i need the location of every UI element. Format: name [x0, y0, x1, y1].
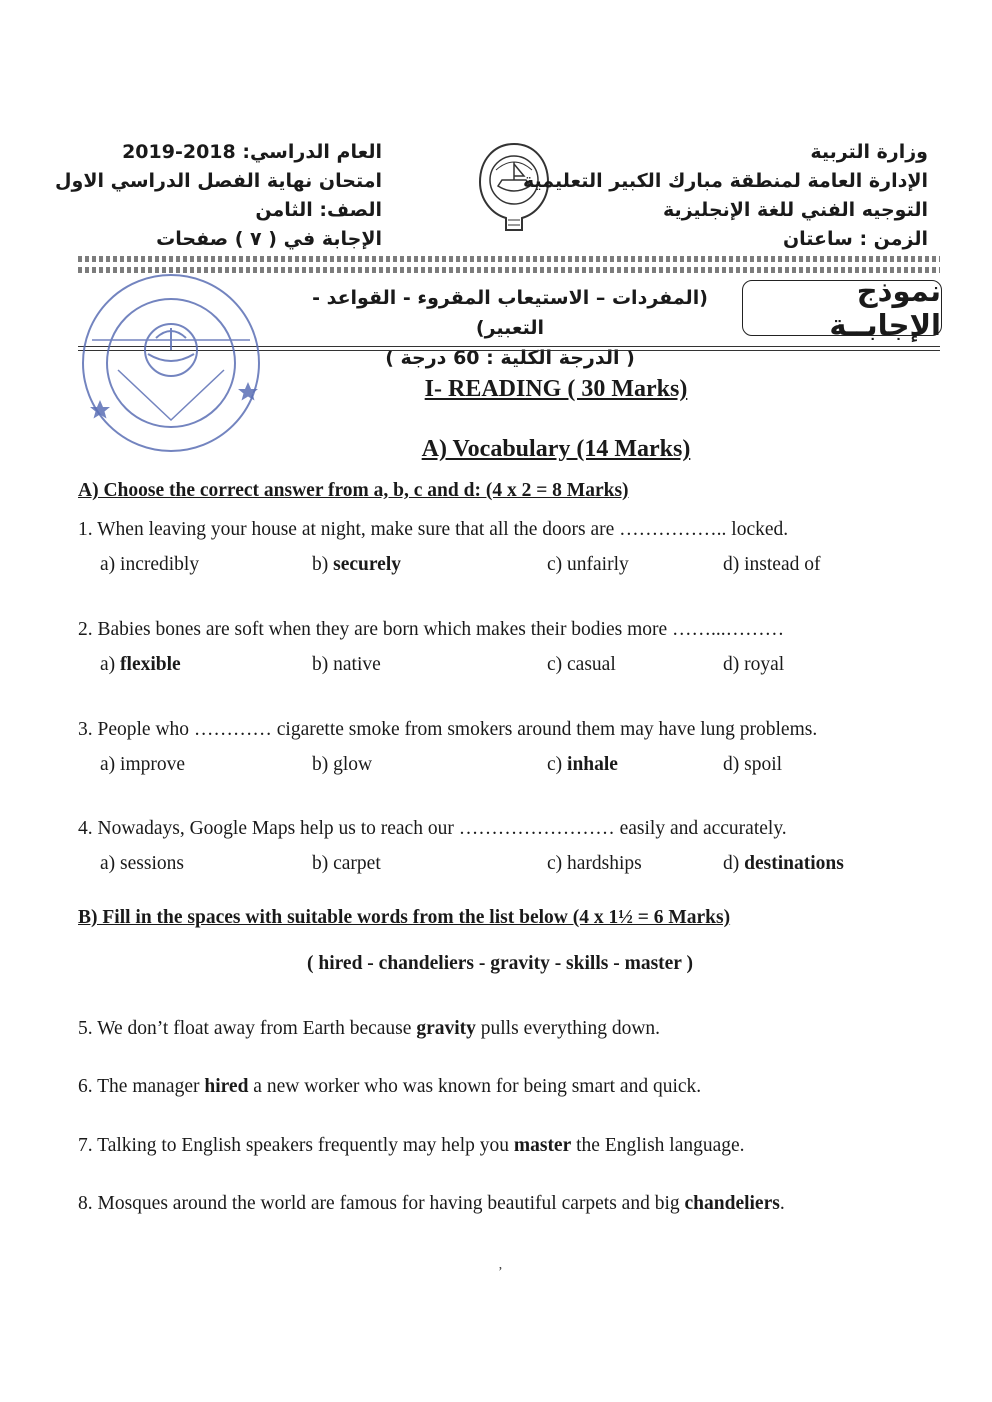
- correct-answer-word: destinations: [744, 853, 844, 874]
- question-3-option-a: [100, 754, 185, 776]
- correct-answer-word: securely: [333, 554, 401, 575]
- option-letter: d): [723, 754, 745, 775]
- question-1-option-b: [312, 554, 401, 576]
- option-letter: b): [312, 654, 334, 675]
- option-word: incredibly: [120, 554, 200, 575]
- sentence-answer: hired: [204, 1076, 249, 1097]
- option-letter: c): [547, 853, 568, 874]
- option-word: spoil: [744, 754, 783, 775]
- sentence-answer: chandeliers: [684, 1193, 780, 1214]
- sentence-post: .: [779, 1193, 785, 1214]
- sentence-pre: 6. The manager: [78, 1076, 205, 1097]
- header-right-block: [523, 138, 928, 254]
- question-3-option-b: [312, 754, 372, 776]
- option-letter: b): [312, 554, 334, 575]
- sentence-8: [78, 1193, 785, 1215]
- question-1-text: 1. When leaving your house at night, make sure that all the doors are …………….. locked.: [78, 519, 789, 540]
- question-2-option-d: [723, 654, 784, 676]
- subjects-block: [290, 283, 730, 373]
- exam-duration: الزمن : ساعتان: [782, 228, 928, 250]
- option-letter: d): [723, 554, 745, 575]
- subjects-list: (المفردات – الاستيعاب المقروء - القواعد - التعبير): [312, 287, 708, 339]
- academic-year: العام الدراسي: 2018-2019: [122, 141, 382, 163]
- option-letter: c): [547, 754, 568, 775]
- option-letter: a): [100, 654, 121, 675]
- word-list: ( hired - chandeliers - gravity - skills - master ): [307, 953, 693, 974]
- option-word: casual: [567, 654, 616, 675]
- sentence-post: pulls everything down.: [475, 1018, 661, 1039]
- question-1-option-c: [547, 554, 629, 576]
- official-stamp-icon: [78, 270, 264, 456]
- option-word: unfairly: [567, 554, 629, 575]
- grade-label: الصف: الثامن: [255, 199, 382, 221]
- sentence-post: the English language.: [571, 1135, 745, 1156]
- question-1-option-a: [100, 554, 199, 576]
- sentence-6: [78, 1076, 701, 1098]
- answer-model-label: نموذج الإجابــة: [829, 274, 941, 342]
- option-letter: a): [100, 754, 121, 775]
- question-3-option-d: [723, 754, 782, 776]
- sentence-answer: gravity: [416, 1018, 476, 1039]
- pages-count: الإجابة في ( ٧ ) صفحات: [156, 228, 382, 250]
- sentence-pre: 5. We don’t float away from Earth because: [78, 1018, 417, 1039]
- option-word: hardships: [567, 853, 642, 874]
- option-letter: c): [547, 554, 568, 575]
- question-4-option-b: [312, 853, 381, 875]
- sentence-7: [78, 1135, 745, 1157]
- supervision-name: التوجيه الفني للغة الإنجليزية: [662, 199, 928, 221]
- total-grade: ( الدرجة الكلية : 60 درجة ): [385, 347, 635, 369]
- sentence-pre: 7. Talking to English speakers frequently may help you: [78, 1135, 514, 1156]
- vocabulary-title: A) Vocabulary (14 Marks): [421, 436, 691, 462]
- option-letter: b): [312, 853, 334, 874]
- option-word: native: [333, 654, 381, 675]
- sentence-post: a new worker who was known for being smart and quick.: [248, 1076, 702, 1097]
- question-4-option-a: [100, 853, 184, 875]
- option-word: carpet: [333, 853, 381, 874]
- option-word: royal: [744, 654, 785, 675]
- question-4-option-d: [723, 853, 844, 875]
- option-word: glow: [333, 754, 373, 775]
- section-a-heading: A) Choose the correct answer from a, b, c and d: (4 x 2 = 8 Marks): [78, 480, 629, 501]
- question-2-option-a: [100, 654, 181, 676]
- scan-mark: ’: [498, 1265, 503, 1280]
- header-left-block: [55, 138, 382, 254]
- option-letter: a): [100, 853, 121, 874]
- ministry-name: وزارة التربية: [810, 141, 928, 163]
- question-2-option-b: [312, 654, 381, 676]
- option-letter: d): [723, 654, 745, 675]
- question-2-option-c: [547, 654, 616, 676]
- sentence-pre: 8. Mosques around the world are famous for having beautiful carpets and big: [78, 1193, 685, 1214]
- section-b-heading: B) Fill in the spaces with suitable words from the list below (4 x 1½ = 6 Marks): [78, 907, 731, 928]
- question-4-text: 4. Nowadays, Google Maps help us to reach our …………………… easily and accurately.: [78, 818, 787, 839]
- option-letter: c): [547, 654, 568, 675]
- option-word: sessions: [120, 853, 184, 874]
- sentence-5: [78, 1018, 660, 1040]
- question-4-option-c: [547, 853, 642, 875]
- option-letter: d): [723, 853, 745, 874]
- option-word: instead of: [744, 554, 821, 575]
- option-letter: a): [100, 554, 121, 575]
- question-3-text: 3. People who ………… cigarette smoke from smokers around them may have lung problems.: [78, 719, 818, 740]
- option-word: improve: [120, 754, 186, 775]
- question-1-option-d: [723, 554, 820, 576]
- header-divider: [78, 256, 940, 262]
- answer-model-box: [742, 274, 942, 342]
- question-2-text: 2. Babies bones are soft when they are born which makes their bodies more ……...………: [78, 619, 785, 640]
- directorate-name: الإدارة العامة لمنطقة مبارك الكبير التعليمية: [523, 170, 928, 192]
- correct-answer-word: inhale: [567, 754, 618, 775]
- correct-answer-word: flexible: [120, 654, 181, 675]
- reading-title: I- READING ( 30 Marks): [424, 376, 688, 402]
- question-3-option-c: [547, 754, 618, 776]
- sentence-answer: master: [513, 1135, 572, 1156]
- option-letter: b): [312, 754, 334, 775]
- exam-title: امتحان نهاية الفصل الدراسي الاول: [55, 170, 382, 192]
